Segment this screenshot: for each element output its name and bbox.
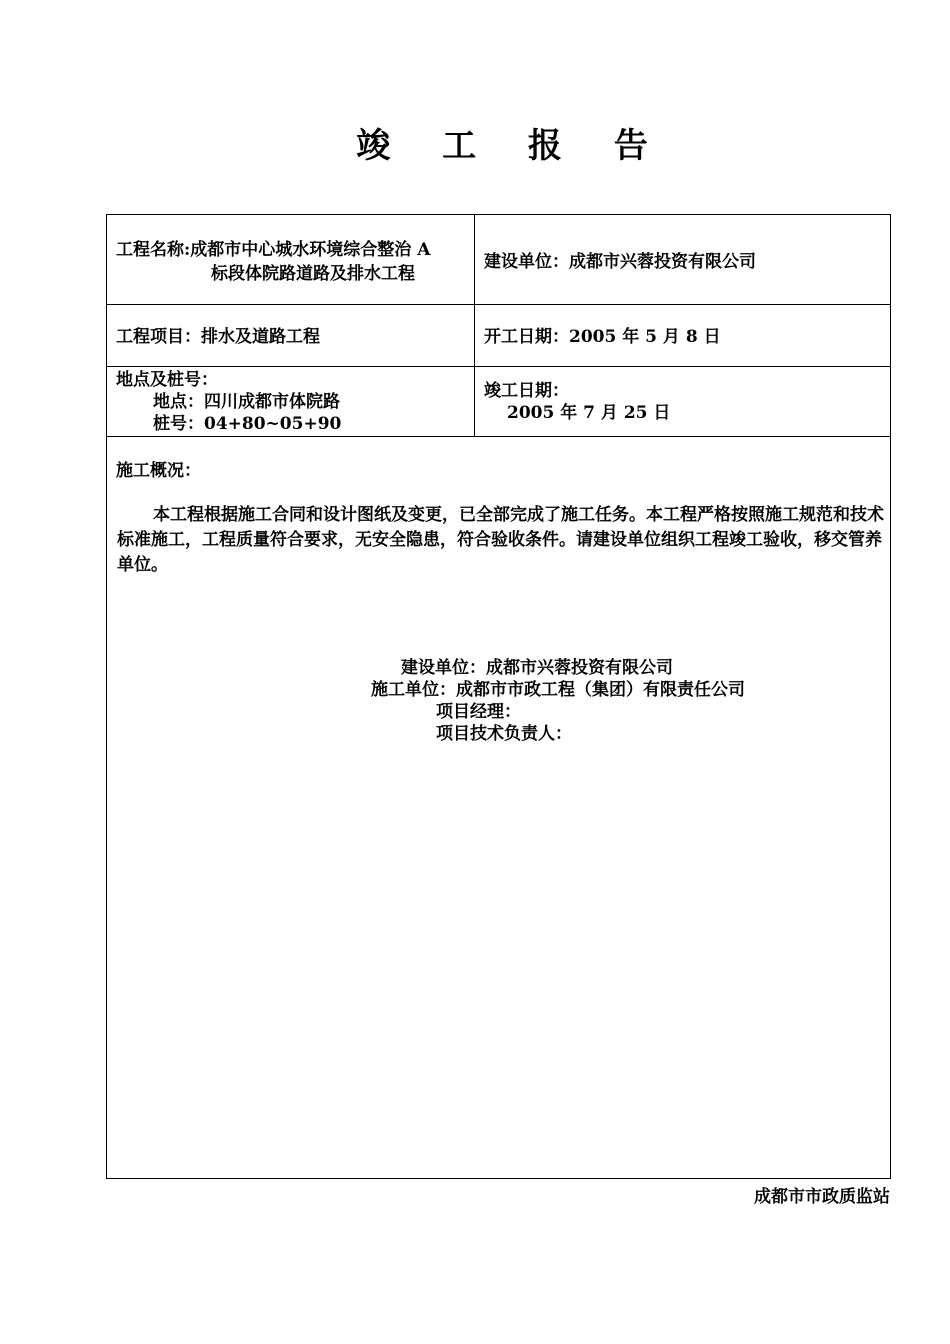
location-heading: 地点及桩号： <box>116 370 218 390</box>
location-station: 桩号：04+80~05+90 <box>153 414 342 434</box>
row-divider <box>107 304 890 305</box>
project-name-line2: 标段体院路道路及排水工程 <box>211 264 415 284</box>
completion-label: 竣工日期： <box>484 381 569 401</box>
project-item: 工程项目：排水及道路工程 <box>116 327 320 347</box>
overview-heading: 施工概况： <box>116 461 201 481</box>
footer-organization: 成都市市政质监站 <box>754 1187 890 1207</box>
completion-date: 2005 年 7 月 25 日 <box>507 403 671 423</box>
row-divider <box>107 366 890 367</box>
row-divider <box>107 436 890 437</box>
overview-text: 本工程根据施工合同和设计图纸及变更，已全部完成了施工任务。本工程严格按照施工规范和技术标准施工，工程质量符合要求，无安全隐患，符合验收条件。请建设单位组织工程竣工验收，移交管养单位。 <box>117 505 884 575</box>
column-divider <box>474 215 475 437</box>
completion-report-form <box>106 214 891 1179</box>
signature-tech-lead: 项目技术负责人： <box>436 724 572 744</box>
location-place: 地点：四川成都市体院路 <box>153 392 340 412</box>
signature-builder: 建设单位：成都市兴蓉投资有限公司 <box>401 658 673 678</box>
project-name-line1: 工程名称:成都市中心城水环境综合整治 A <box>116 240 431 260</box>
page-title: 竣 工 报 告 <box>356 126 668 166</box>
signature-manager: 项目经理： <box>436 702 521 722</box>
builder-unit: 建设单位：成都市兴蓉投资有限公司 <box>484 252 756 272</box>
start-date: 开工日期：2005 年 5 月 8 日 <box>484 327 721 347</box>
signature-contractor: 施工单位：成都市市政工程（集团）有限责任公司 <box>371 680 745 700</box>
